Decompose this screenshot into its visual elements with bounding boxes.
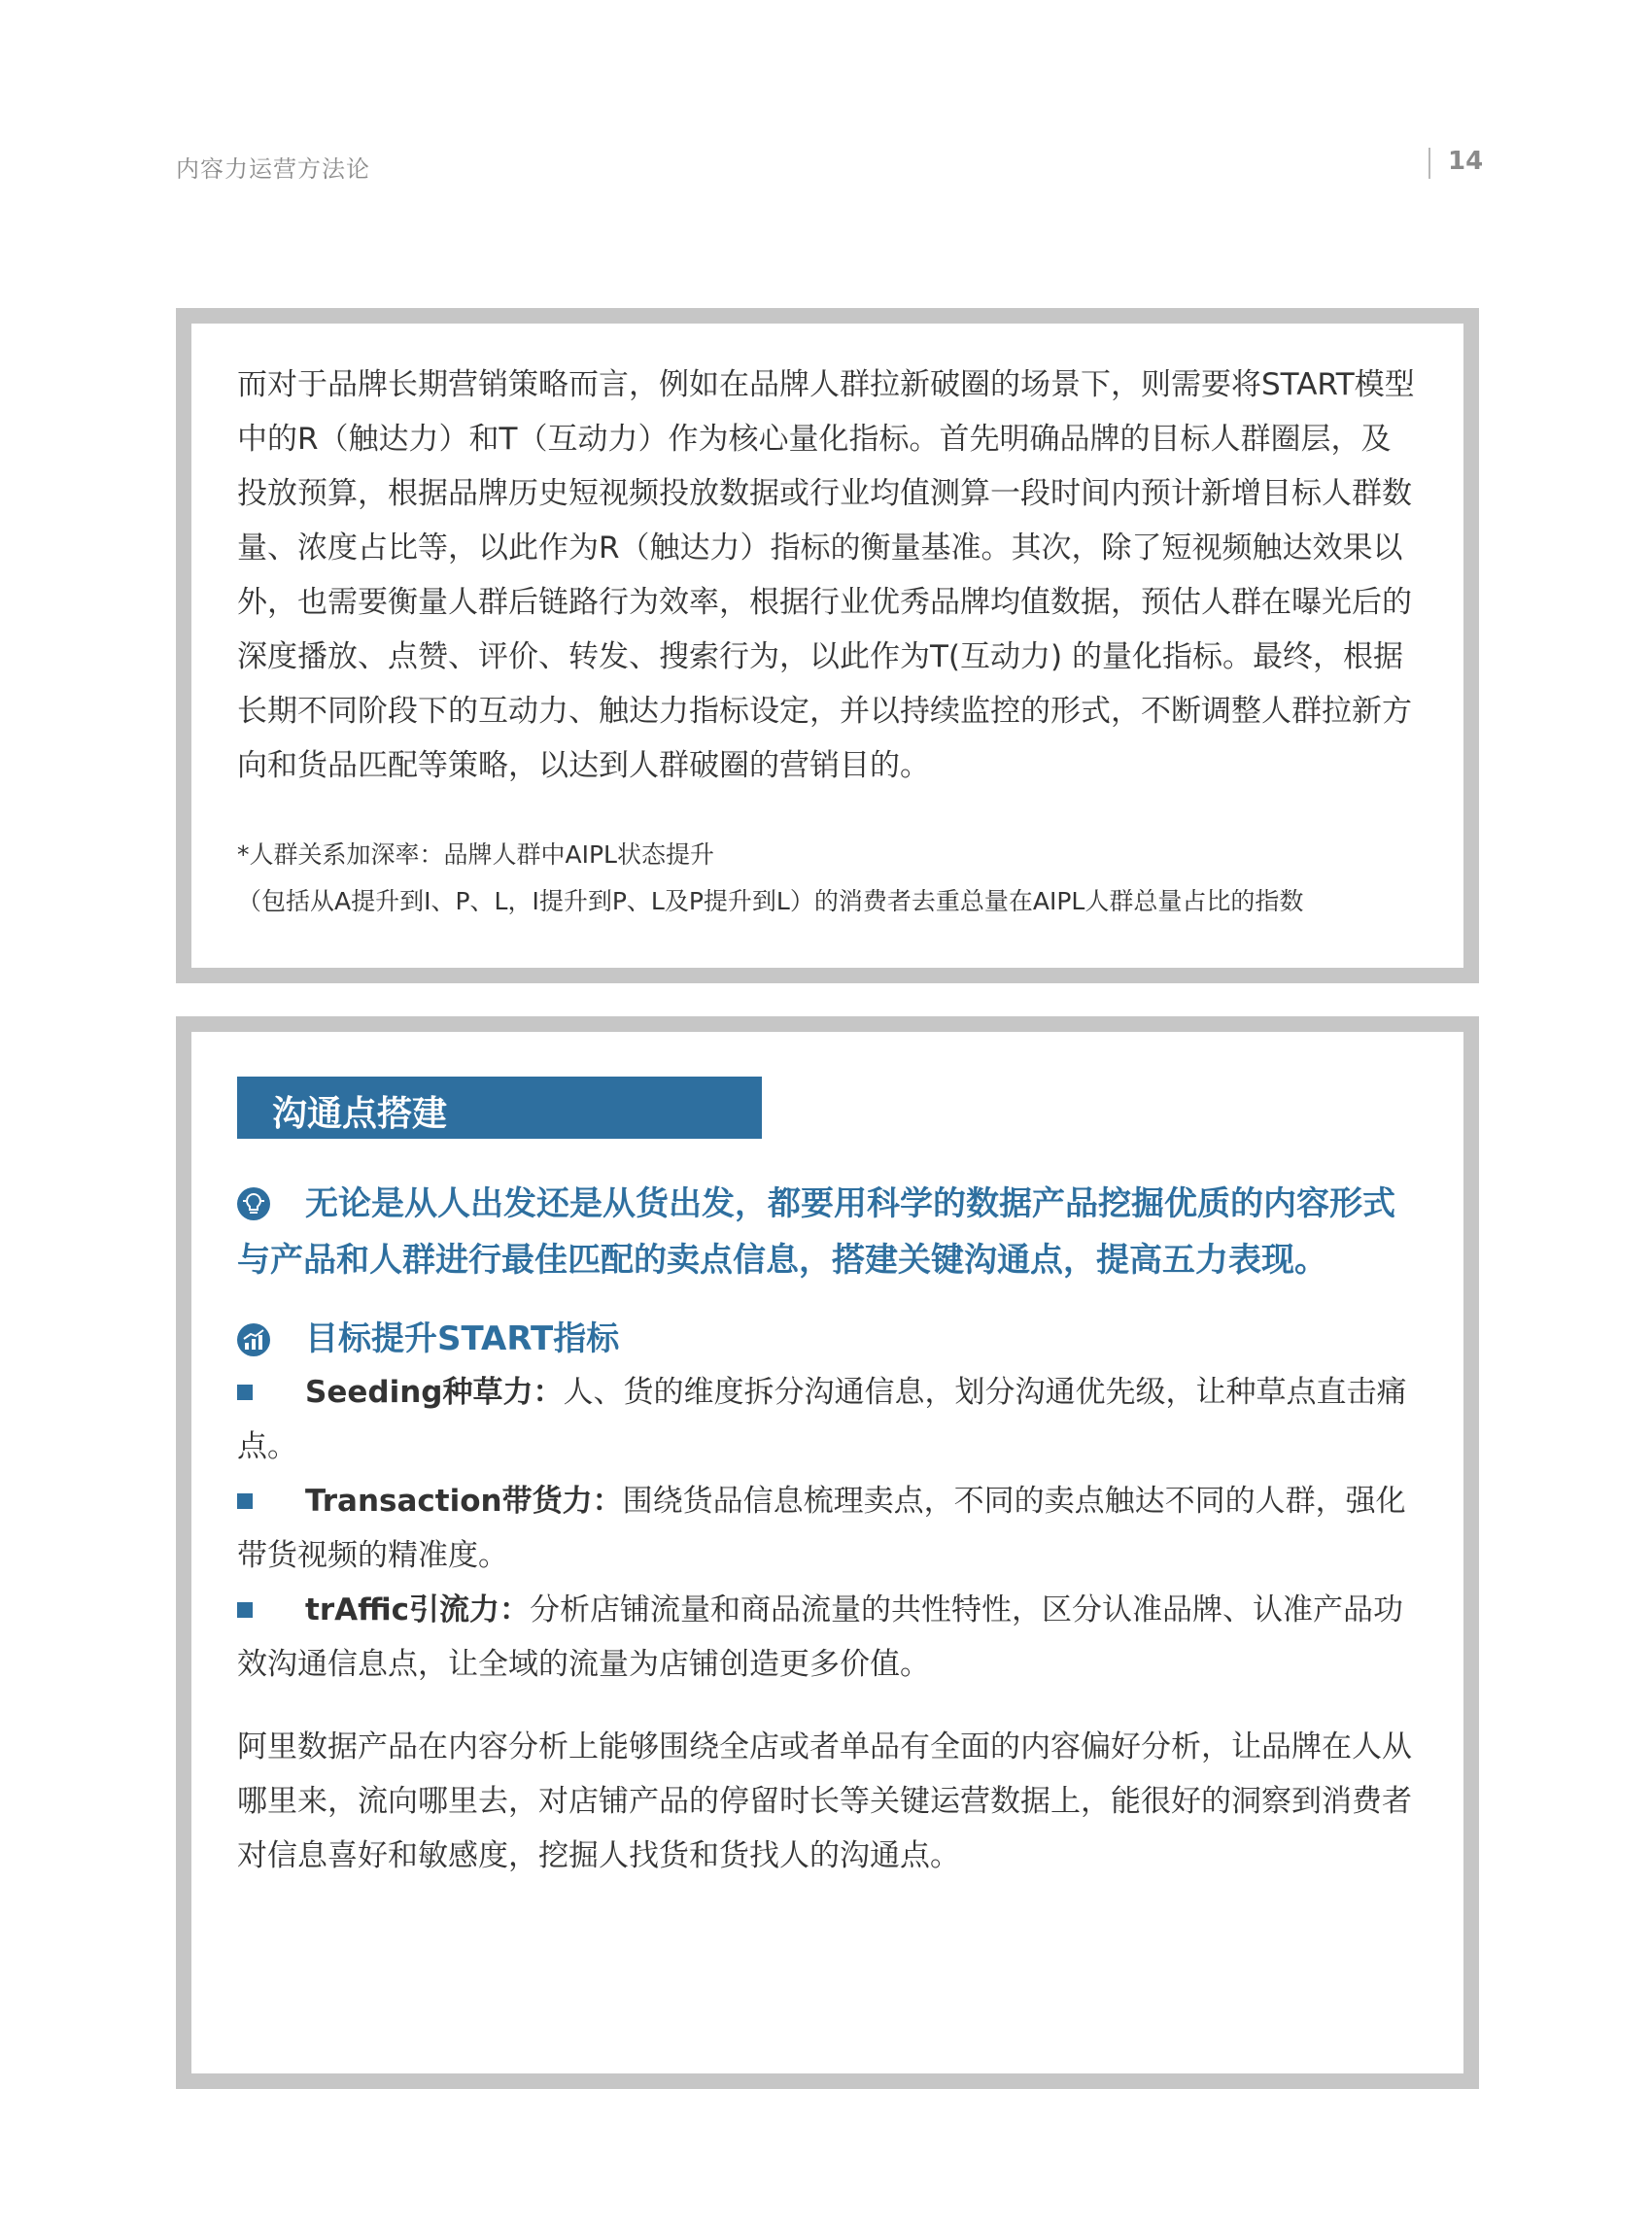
closing-paragraph: 阿里数据产品在内容分析上能够围绕全店或者单品有全面的内容偏好分析，让品牌在人从哪里来，流向哪里去，对店铺产品的停留时长等关键运营数据上，能很好的洞察到消费者对信息喜好和敏感度，挖掘人找货和货找人的沟通点。 [237,1729,1412,1873]
footnote [237,832,1418,925]
square-bullet-icon [237,1385,253,1400]
sub-heading: 目标提升START指标 [305,1319,620,1358]
bullet-text: 分析店铺流量和商品流量的共性特性，区分认准品牌、认准产品功效沟通信息点，让全域的流量为店铺创造更多价值。 [237,1592,1404,1682]
bullet-text: 人、货的维度拆分沟通信息，划分沟通优先级，让种草点直击痛点。 [237,1375,1407,1464]
page-number: 14 [1448,147,1484,176]
section-title: 沟通点搭建 [272,1094,448,1134]
strategy-paragraph: 而对于品牌长期营销策略而言，例如在品牌人群拉新破圈的场景下，则需要将START模型中的R（触达力）和T（互动力）作为核心量化指标。首先明确品牌的目标人群圈层，及投放预算，根据品牌历史短视频投放数据或行业均值测算一段时间内预计新增目标人群数量、浓度占比等，以此作为R（触达力）指标的衡量基准。其次，除了短视频触达效果以外，也需要衡量人群后链路行为效率，根据行业优秀品牌均值数据，预估人群在曝光后的深度播放、点赞、评价、转发、搜索行为，以此作为T(互动力) 的量化指标。最终，根据长期不同阶段下的互动力、触达力指标设定，并以持续监控的形式，不断调整人群拉新方向和货品匹配等策略，以达到人群破圈的营销目的。 [237,367,1415,783]
bullet-text: 围绕货品信息梳理卖点，不同的卖点触达不同的人群，强化带货视频的精准度。 [237,1484,1406,1573]
square-bullet-icon [237,1493,253,1509]
bullet-term: Seeding种草力： [305,1375,564,1410]
section-banner [237,1077,762,1139]
lead-statement [237,1176,1418,1288]
header-divider [1428,148,1430,179]
list-item [237,1583,1418,1692]
square-bullet-icon [237,1602,253,1618]
bullet-list [237,1365,1418,1692]
growth-chart-icon [237,1323,270,1356]
lead-text: 无论是从人出发还是从货出发，都要用科学的数据产品挖掘优质的内容形式与产品和人群进行最佳匹配的卖点信息，搭建关键沟通点，提高五力表现。 [237,1184,1395,1280]
list-item [237,1474,1418,1583]
footnote-line-1: *人群关系加深率：品牌人群中AIPL状态提升 [237,840,714,869]
footnote-line-2: （包括从A提升到I、P、L，I提升到P、L及P提升到L）的消费者去重总量在AIPL人群总量占比的指数 [237,887,1304,915]
list-item [237,1365,1418,1474]
bullet-term: trAffic引流力： [305,1592,531,1627]
running-header-title: 内容力运营方法论 [176,155,370,183]
bullet-term: Transaction带货力： [305,1484,623,1519]
